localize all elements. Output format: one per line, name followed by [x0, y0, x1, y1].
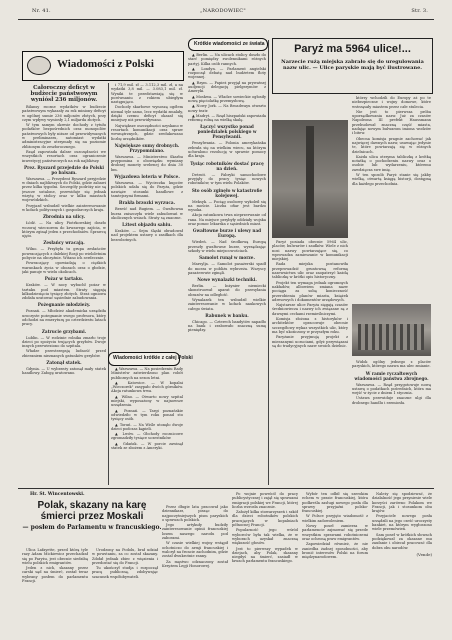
article-headline-paryz: Paryż ma 5964 ulice!... [294, 43, 411, 55]
polak-col-6: Należy się spodziewać, że działalność jego przyniesie wiele korzyści zarówno Polakom we Francji, jak i stosunkom obu krajów. Przyjaciele nowego posła urządzili na jego cześć uroczysty bankiet, na którym wygłoszono wiele przemówień. Sam poseł w krótkich słowach podziękował za okazane mu zaufanie i obiecał pracować dla dobra obu narodów. (Vende) [372, 492, 432, 557]
section-banner-krotkie-ze-swiata: Krótkie wiadomości ze świata [188, 38, 268, 51]
section-banner-krotkie-z-polski: Wiadomości krótkie z całej Polski [108, 352, 180, 366]
column-2-bottom: ▲ Warszawa. — Na posiedzeniu Rady Ministrów zatwierdzono plan robót publicznych na sezon letni. ▲ Katowice. — W kopalni „Wieczorek" zasypało dwóch górników. Akcja ratunkowa trwa. ▲ Wilno. — Otwarto nowy szpital miejski, wyposażony w najnowsze urządzenia. ▲ Poznań. — Targi poznańskie odwiedziło w tym roku ponad sto tysięcy osób. ▲ Toruń. — Na Wiśle utonęło dwoje dzieci podczas kąpieli. ▲ Lwów. — Obchody rocznicowe zgromadziły tysiące uczestników. ▲ Gdańsk. — W porcie zawinął statek ze zbożem z Ameryki. [111, 367, 183, 451]
photo-paris-tower [272, 120, 348, 238]
column-divider [268, 40, 269, 485]
section-title: Wiadomości z Polski [57, 58, 154, 70]
column-1: Całoroczny deficyt w budżecie państwowym wyniósł 236 miljonów. Bilansy roczne wydatków w budżecie państwowym wykazały za rok miniony deficyt w ogólnej sumie 236 miljonów złotych, przy czym wpływy wyniosły 2,1 miljarda złotych. W tym samym okresie dochody z tytułu podatków bezpośrednich oraz monopolów państwowych były niższe od przewidywanych w preliminarzu, natomiast wydatki administracyjne utrzymały się na poziomie zbliżonym do zeszłorocznego. Rząd zapowiada dalsze oszczędności we wszystkich resortach oraz ograniczenie inwestycyj państwowych na rok najbliższy. Prez. Ryszard przejedzie do Polski po balsam. Warszawa. — Prezydent Ryszard przyjedzie w dniach najbliższych do Polski, gdzie zabawi przez kilka tygodni. Szczegóły podróży nie są jeszcze ustalone, przewiduje się jednak wizytę w stolicy oraz w kilku miastach wojewódzkich. Przyjazd wzbudził wielkie zainteresowanie w kołach politycznych i gospodarczych kraju. Zbrodnia na ulicy. Łódź. — Na ulicy Piotrkowskiej doszło wczoraj wieczorem do krwawego zajścia, w którym zginął jeden z przechodniów. Sprawcę ujęto. Zesłańcy wracają. Wilno. — Przybyła tu grupa zesłańców powracających z dalekiej Rosji po wieloletnim pobycie na obczyźnie. Witano ich serdecznie. Powracający opowiadają o ciężkich warunkach życia w obozach oraz o głodzie, jaki panuje w wielu okolicach. Pożar w tartaku. Kraków. — W nocy wybuchł pożar w tartaku pod miastem. Straty sięgają kilkudziesięciu tysięcy złotych. Straż ogniowa zdołała uratować sąsiednie zabudowania. Pożegnanie młodzieży. Poznań. — Młodzież akademicka urządziła uroczyste pożegnanie swego profesora, który odchodzi na emeryturę po czterdziestu latach pracy. Zatrucie grzybami. Lublin. — W rodzinie rolnika zmarło troje dzieci po spożyciu trujących grzybów. Dwoje innych przewieziono do szpitala. Władze przestrzegają ludność przed zbieraniem nieznanych gatunków grzybów. Zatonął statek. Gdynia. — U wybrzeży zatonął mały statek handlowy. Załogę uratowano. [22, 85, 106, 376]
page-number-left: Nr. 41. [32, 8, 51, 14]
column-paryz-left: Paryż posiada obecnie 5964 ulic, placów, bulwarów i zaułków. Wiele z nich nosi nazwy powtarzające się, co wprowadza zamieszanie w komunikacji miejskiej. Rada miejska postanowiła przeprowadzić gruntowną reformę nazewnictwa ulic oraz zaopatrzyć każdą tabliczkę w krótki opis historyczny. Projekt ten wymaga jednak ogromnych nakładów, albowiem zmiana nazw pociąga za sobą konieczność przerobienia planów miasta, książek adresowych i dokumentów urzędowych. Najstarsze ulice Paryża sięgają czasów średniowiecza i nazwy ich związane są z dawnymi cechami rzemieślniczymi. Komisja złożona z historyków i architektów opracowuje obecnie szczegółowy wykaz wszystkich ulic, który ma być ukończony w przyszłym roku. Paryżanie przyjmują projekt z mieszanymi uczuciami, gdyż przywiązani są do tradycyjnych nazw swoich dzielnic. [272, 240, 348, 348]
polak-col-5: Wybór ten odbił się szerokim echem w prasie francuskiej, która podkreśla zasługi nowego posła dla sprawy przyjaźni polsko-francuskiej. W Polsce przyjęto wiadomość z wielkim zadowoleniem. Nowy poseł zamierza w parlamencie zajmować się przede wszystkim sprawami robotniczemi oraz ochroną praw emigrantów. Zapowiedział również, że nie zaniedba żadnej sposobności, aby bronić interesów Polski na forum międzynarodowem. [302, 492, 368, 560]
article-headline-polak: Polak, skazany na karę śmierci przez Moskali [37, 500, 147, 522]
article-subheadline-paryz: Narzecie rużą miejska zabrało się do uregulowania nazw ulic. — Ulice paryskie mają być ilustrowane. [281, 59, 424, 71]
column-paryz-right-2: Widok ogólny jednego z placów paryskich, którego nazwa ma ulec zmianie. W ramie ryczałtowych wiadomości państwa zbrojnego. Warszawa. — Rząd przygotowuje nową ustawę o podatkach pośrednich, która ma wejść w życie z dniem 1 stycznia. Ustawa przewiduje znaczne ulgi dla drobnego handlu i rzemiosła. [352, 360, 431, 405]
polska-emblem-icon [27, 56, 51, 75]
polak-col-4: Po wojnie powrócił do pracy publicystycznej i zajął się sprawami emigracji polskiej we Francji, której liczba wzrosła znacznie. Założył kilka stowarzyszeń i szkół dla dzieci robotników polskich pracujących w kopalniach północnej Francji. Popularność jego wśród wyborców była tak wielka, że w wyborach uzyskał znaczną większość głosów. Jest to pierwszy wypadek w dziejach, aby Polak, skazany niegdyś na śmierć, zasiadł w ławach parlamentu francuskiego. [232, 492, 298, 564]
running-header [20, 8, 432, 18]
column-paryz-right: którzy wchodzili do Europy aż po te niebezpieczne i wojny domowe, które wstrząsały miastem przez całe stulecia. Nie jest to pierwsza próba uporządkowania nazw. Już za czasów Napoleona III prefekt Haussmann przebudował znaczną część miasta, nadając nowym bulwarom imiona wodzów i bitew. Obecna komisja pragnie zachować jak najwięcej dawnych nazw, usuwając jedynie te, które powtarzają się w różnych dzielnicach. Każda ulica otrzyma tabliczkę z krótką notatką o pochodzeniu nazwy oraz o osobie lub wydarzeniu, któremu zawdzięcza swe imię. W ten sposób Paryż stanie się jakby wielką, otwartą księgą historji, dostępną dla każdego przechodnia. [352, 96, 431, 186]
section-banner-wiadomosci-z-polski [22, 51, 184, 81]
column-3: ▲ Berlin. — Na ulicach stolicy doszło do starć pomiędzy zwolennikami różnych partyj. Kilka osób rannych. ▲ Londyn. — Parlament angielski rozpoczął debatę nad budżetem floty wojennej. ▲ Rzym. — Papież przyjął na prywatnej audjencji delegację pielgrzymów z Ameryki. ▲ Moskwa. — Władze sowieckie ogłosiły nową pięciolatkę przemysłową. ▲ Nowy Jork. — Na Broadwayu otwarto nowy teatr. ▲ Madryt. — Rząd hiszpański zapowiada reformę rolną na wielką skalę. Łączyć wszystko ponad poniedziałek polskiego w Pensylwanii. Pensylwania. — Polonia amerykańska zebrała się na wielkim wiecu, na którym uchwalono rezolucję w sprawie pomocy dla kraju. Tysiąc robotników dostać pracę na dzień. Detroit. — Fabryki samochodowe przyjęły do pracy tysiąc nowych robotników, w tym wielu Polaków. Sto osób zginęło w katastrofie kolejowej. Meksyk. — Pociąg osobowy wykoleił się na moście. Liczba ofiar jest bardzo wysoka. Akcja ratunkowa trwa nieprzerwanie od rana. Na miejsce przybyły oddziały wojska oraz pomoc lekarska z sąsiednich miast. Gwałtowne burze i ulewy nad Europą. Wiedeń. — Nad środkową Europą przeszły gwałtowne burze, wyrządzając szkody w wielu miejscowościach. Samolot runął w morze. Marsylja. — Samolot pasażerski spadł do morza w pobliżu wybrzeża. Wszyscy pasażerowie zginęli. Nowe wynalazki techniki. Berlin. — Inżynier niemiecki skonstruował aparat do przesyłania obrazów na odległość. Wynalazek ten wzbudził wielkie zainteresowanie w kołach naukowych całego świata. Rabunek w banku. Chicago. — Czterech bandytów napadło na bank i zrabowało znaczną sumę pieniędzy. [188, 53, 266, 333]
column-2-top: i 71,9 mil. zł — 3.112,3 mil. zł, a na wydatki 3,8 mil. — 3.083,1 mil. zł. Wyniki te przedstawiają się w porównaniu z rokiem ubiegłym następująco. Dochody skarbowe wynoszą ogółem niemal tyle samo, lecz wydatki zmalały, dzięki czemu deficyt okazał się mniejszy niż przewidywano. Największe oszczędności uzyskano w resortach komunikacji oraz spraw wewnętrznych, gdzie zredukowano liczbę urzędników. Największe sumy drobnych. Przypomniano. Warszawa. — Ministerstwo Skarbu przypomina o obowiązku wymiany drobnej monety srebrnej do dnia 30 bm. Wyjazdowa loteria w Polsce. Warszawa. — Wycieczka kupców polskich udała się do Paryża, gdzie nawiąże stosunki handlowe z tamtejszymi firmami. Brakła brzozki wyrzuca. Brześć nad Bugiem. — Gwałtowna burza zniszczyła wiele zabudowań w okolicznych wsiach. Straty są znaczne. Lżtest objazdu sahiu. Kraków. — Sejm śląski obradował nad projektem ustawy o zasiłkach dla bezrobotnych. [111, 83, 183, 242]
newspaper-name: „NARODOWIEC" [200, 8, 246, 14]
polak-col-1: Ulica Lafayette, przed którą tyle razy Adam Mickiewicz przechadzał się po Paryżu, jest obecnie siedzibą wielu polskich emigrantów. Jeden z nich, skazany przez carski sąd na śmierć, został teraz wybrany posłem do parlamentu Francji. [22, 548, 88, 584]
polak-col-3: Przez długie lata pracował jako dziennikarz, pisząc do najpoczytniejszych pism paryskich o sprawach polskich. Jego artykuły budziły zainteresowanie opinii francuskiej losem naszego narodu pod zaborami. W czasie wielkiej wojny wstąpił ochotniczo do armji francuskiej i walczył na froncie zachodnim, gdzie został dwukrotnie ranny. Za męstwo odznaczony został Krzyżem Legji Honorowej. [162, 505, 228, 568]
signature: (Vende) [416, 551, 432, 557]
photo-paris-building [352, 304, 431, 356]
header-rule [18, 19, 434, 20]
byline: Hr. St. Wincentowski. [30, 492, 85, 497]
polak-headline-block [22, 500, 162, 531]
column-divider [108, 83, 109, 485]
article-headline-deficyt: Całoroczny deficyt w budżecie państwowym wyniósł 236 miljonów. [30, 85, 98, 103]
paryz-headline-box [272, 38, 433, 94]
polak-col-2: Urodzony na Podolu, brał udział w powstaniu, za co został skazany. Zdołał jednak zbiec z więzienia i przedostać się do Francji. Tu ukończył studja i rozpoczął pracę publiczną, zdobywając szacunek współobywateli. [92, 548, 158, 579]
section-rule-bottom [18, 488, 434, 489]
page-number-right: Str. 3. [411, 8, 428, 14]
article-subheadline-polak: — posłem do Parlamentu w francuskiego. [22, 524, 162, 531]
